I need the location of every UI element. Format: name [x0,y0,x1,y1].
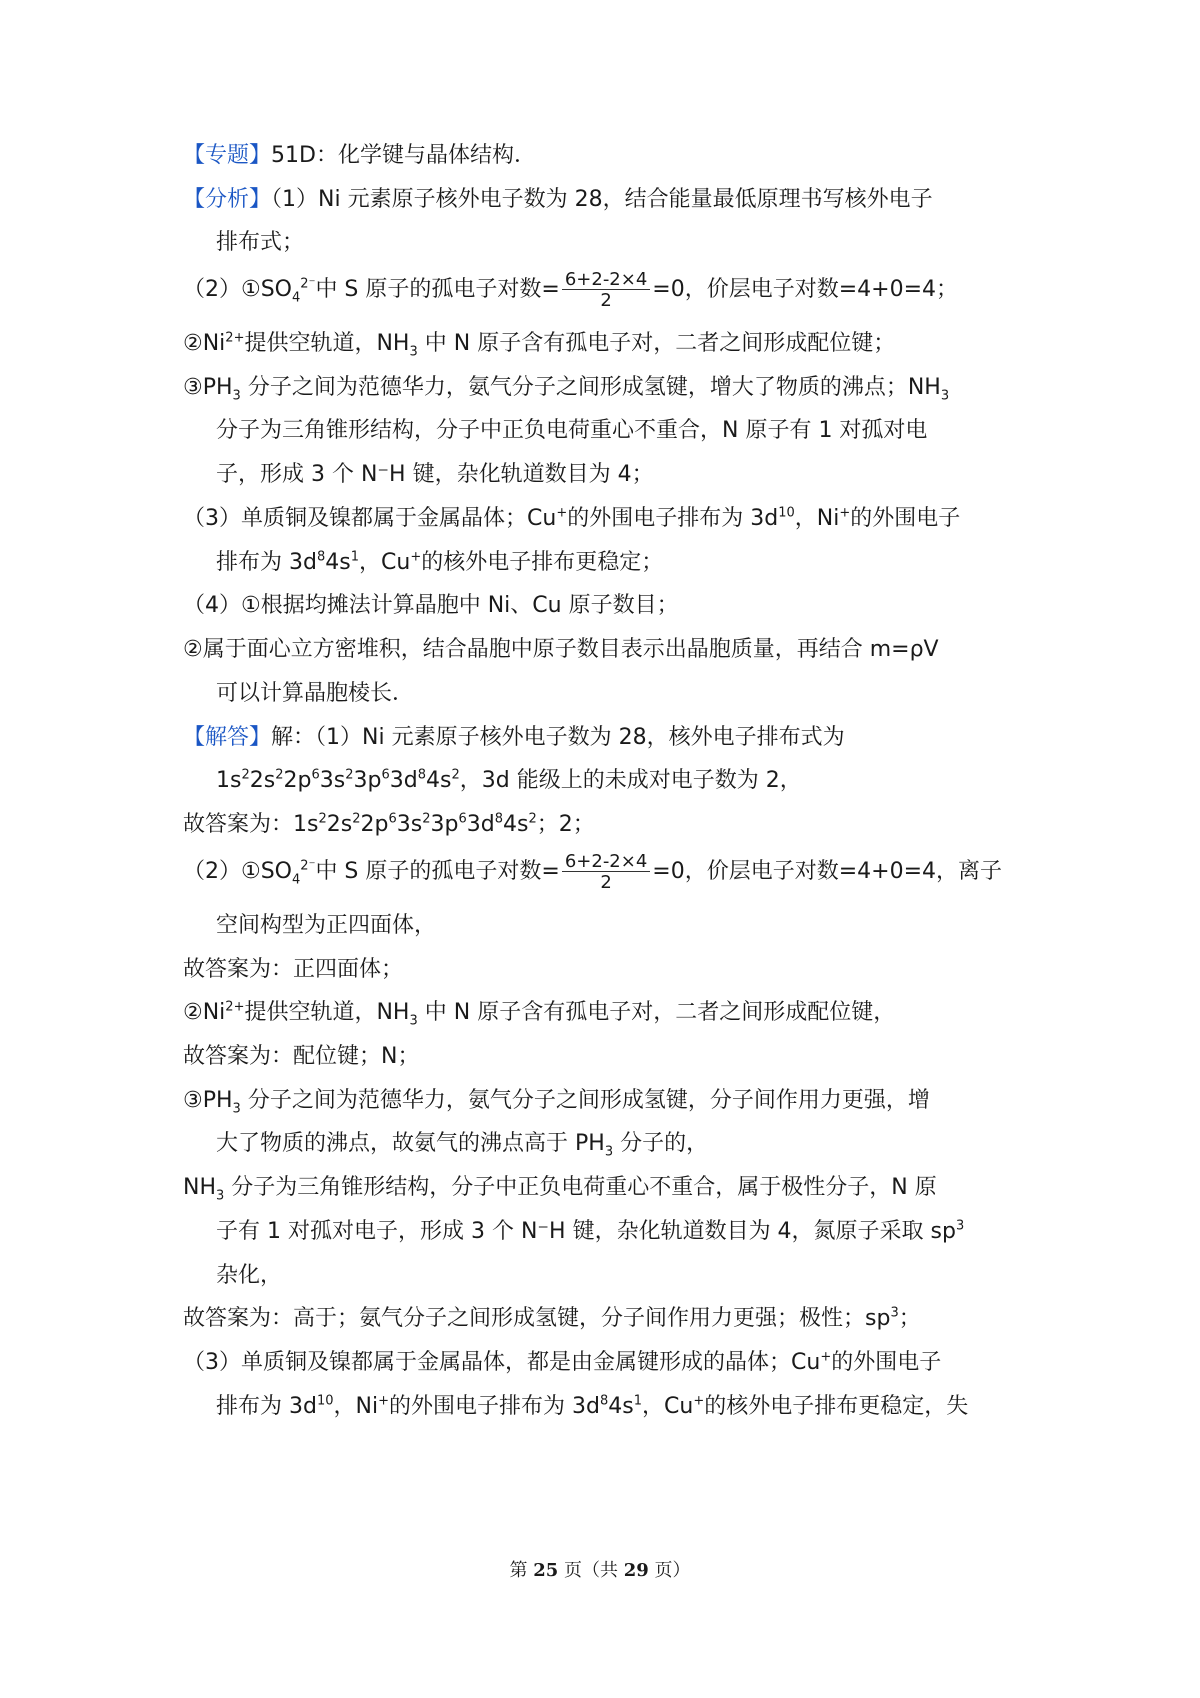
answer-text: （3）单质铜及镍都属于金属晶体，都是由金属键形成的晶体；Cu [183,1350,821,1375]
superscript: 2 [241,767,250,783]
footer-text: 页（共 [558,1560,624,1581]
fraction [562,268,650,311]
analysis-text: （3）单质铜及镍都属于金属晶体；Cu [183,506,557,531]
analysis-text: =0，价层电子对数=4+0=4； [652,277,959,302]
orbital: 3d [389,768,418,793]
answer-line-14 [183,1299,921,1339]
answer-text: 故答案为：配位键；N； [183,1044,420,1069]
answer-text: 分子为三角锥形结构，分子中正负电荷重心不重合，属于极性分子，N 原 [224,1175,937,1200]
answer-tag: 【解答】 [183,725,272,750]
fraction-numerator: 6+2-2×4 [562,853,650,872]
answer-line-16 [216,1387,968,1427]
answer-text: 的核外电子排布更稳定，失 [704,1394,969,1419]
answer-text: （2）①SO [183,859,293,884]
analysis-text: 的外围电子排布为 3d [567,506,779,531]
superscript: 2 [422,811,431,827]
answer-text: ，3d 能级上的未成对电子数为 2， [459,768,802,793]
answer-line-3 [183,805,595,845]
superscript: 2 [352,811,361,827]
superscript: + [378,1393,389,1409]
analysis-text: 排布为 3d [216,550,317,575]
answer-line-11 [183,1168,937,1208]
orbital: 3s [396,812,423,837]
subscript: 3 [409,344,418,360]
topic-tag: 【专题】 [183,143,272,168]
orbital: 2s [326,812,353,837]
subscript: 4 [292,872,301,888]
superscript: + [820,1349,832,1365]
answer-text: ； [898,1306,921,1331]
answer-text: 杂化， [216,1263,283,1288]
orbital: 1s [293,812,319,837]
footer-text: 第 [509,1560,534,1581]
subscript: 3 [604,1144,614,1160]
answer-text: 故答案为： [183,812,294,837]
superscript: 10 [778,505,795,521]
answer-text: 大了物质的沸点，故氨气的沸点高于 PH [216,1131,605,1156]
orbital: 2s [249,768,276,793]
answer-text: =0，价层电子对数=4+0=4，离子 [652,859,1003,884]
answer-line-12 [216,1212,964,1252]
analysis-text: ③PH [183,375,233,400]
subscript: 4 [292,290,301,306]
superscript: + [839,505,851,521]
analysis-text: 提供空轨道，NH [244,331,410,356]
answer-text: 提供空轨道，NH [244,1000,410,1025]
answer-text: 排布为 3d [216,1394,317,1419]
answer-line-1 [183,718,845,758]
orbital: 2p [283,768,312,793]
answer-line-6 [183,950,403,990]
superscript: 3 [955,1218,965,1234]
analysis-line-9 [216,543,663,583]
answer-line-15 [183,1343,941,1383]
fraction-numerator: 6+2-2×4 [562,271,650,290]
superscript: + [410,549,422,565]
subscript: 3 [232,1101,241,1117]
footer-text: 页） [648,1560,691,1581]
superscript: 2 [345,767,354,783]
answer-text: 中 S 原子的孤电子对数= [315,859,560,884]
answer-text: 故答案为：高于；氨气分子之间形成氢键，分子间作用力更强；极性；sp [183,1306,891,1331]
superscript: 2+ [225,330,245,346]
superscript: 8 [599,1393,609,1409]
answer-text: 4s [608,1394,634,1419]
analysis-line-5 [183,368,949,408]
subscript: 3 [216,1188,225,1204]
analysis-line-2 [216,223,304,263]
analysis-text: 4s [325,550,351,575]
fraction-denominator: 2 [600,871,612,893]
analysis-text: 的核外电子排布更稳定； [421,550,664,575]
analysis-line-11 [183,630,939,670]
orbital: 4s [503,812,529,837]
fraction-denominator: 2 [600,289,612,311]
analysis-text: ，Cu [359,550,411,575]
analysis-text: 可以计算晶胞棱长． [216,681,415,706]
answer-line-7 [183,993,895,1033]
analysis-line-7 [216,455,654,495]
superscript: 6 [388,811,397,827]
superscript: 2 [275,767,284,783]
superscript: 2⁻ [300,858,316,874]
analysis-text: 中 S 原子的孤电子对数= [315,277,560,302]
answer-text: 故答案为：正四面体； [183,957,404,982]
superscript: 2 [451,767,460,783]
fraction [562,850,650,893]
analysis-text: 中 N 原子含有孤电子对，二者之间形成配位键； [417,331,896,356]
superscript: 2 [318,811,327,827]
answer-text: 中 N 原子含有孤电子对，二者之间形成配位键， [417,1000,896,1025]
analysis-line-10 [183,586,679,626]
subscript: 3 [232,388,241,404]
analysis-line-3 [183,270,958,310]
superscript: 1 [633,1393,642,1409]
superscript: + [693,1393,705,1409]
orbital: 1s [216,768,242,793]
superscript: 1 [350,549,359,565]
answer-line-8 [183,1037,419,1077]
page-footer [0,1556,1200,1582]
superscript: 8 [417,767,426,783]
superscript: 6 [458,811,467,827]
current-page-number: 25 [533,1560,559,1581]
orbital: 4s [426,768,452,793]
answer-text: 子有 1 对孤对电子，形成 3 个 N⁻H 键，杂化轨道数目为 4，氮原子采取 sp [216,1219,956,1244]
superscript: 6 [381,767,390,783]
answer-line-9 [183,1081,930,1121]
answer-text: 分子之间为范德华力，氨气分子之间形成氢键，分子间作用力更强，增 [240,1088,930,1113]
superscript: 8 [494,811,504,827]
superscript: 2⁻ [300,276,316,292]
topic-text: 51D：化学键与晶体结构． [271,143,536,168]
answer-text: ，Cu [642,1394,694,1419]
orbital: 3s [319,768,346,793]
orbital: 3p [353,768,382,793]
analysis-text: ，Ni [794,506,840,531]
analysis-text: （4）①根据均摊法计算晶胞中 Ni、Cu 原子数目； [183,593,679,618]
analysis-tag: 【分析】 [183,187,272,212]
subscript: 3 [409,1013,418,1029]
answer-text: 分子的， [613,1131,709,1156]
superscript: 6 [311,767,320,783]
superscript: 8 [316,549,326,565]
analysis-text: 的外围电子 [850,506,961,531]
analysis-line-12 [216,674,414,714]
analysis-text: 分子为三角锥形结构，分子中正负电荷重心不重合，N 原子有 1 对孤对电 [216,418,928,443]
answer-text: ②Ni [183,1000,226,1025]
answer-text: 的外围电子排布为 3d [389,1394,600,1419]
answer-text: 的外围电子 [831,1350,942,1375]
answer-line-5 [216,906,436,946]
analysis-line-6 [216,411,927,451]
total-page-count: 29 [623,1560,649,1581]
answer-line-10 [216,1124,708,1164]
orbital: 2p [360,812,389,837]
answer-text: 解：（1）Ni 元素原子核外电子数为 28，核外电子排布式为 [271,725,845,750]
superscript: + [556,505,568,521]
superscript: 2+ [225,999,245,1015]
answer-text: ，Ni [333,1394,379,1419]
answer-text: NH [183,1175,216,1200]
analysis-text: ②属于面心立方密堆积，结合晶胞中原子数目表示出晶胞质量，再结合 m=ρV [183,637,939,662]
answer-line-13 [216,1256,282,1296]
superscript: 2 [528,811,537,827]
answer-text: 空间构型为正四面体， [216,913,437,938]
superscript: 10 [316,1393,334,1409]
subscript: 3 [940,388,950,404]
analysis-text: （1）Ni 元素原子核外电子数为 28，结合能量最低原理书写核外电子 [271,187,933,212]
analysis-line-1 [183,180,933,220]
analysis-text: 排布式； [216,230,305,255]
analysis-text: ②Ni [183,331,226,356]
answer-line-2 [216,761,802,801]
analysis-text: 分子之间为范德华力，氨气分子之间形成氢键，增大了物质的沸点；NH [240,375,941,400]
analysis-line-8 [183,499,960,539]
analysis-text: 子，形成 3 个 N⁻H 键，杂化轨道数目为 4； [216,462,654,487]
analysis-line-4 [183,324,895,364]
answer-line-4 [183,852,1002,892]
orbital: 3p [430,812,459,837]
topic-line [183,136,536,176]
superscript: 3 [890,1305,899,1321]
answer-text: ；2； [536,812,595,837]
orbital: 3d [466,812,495,837]
answer-text: ③PH [183,1088,233,1113]
analysis-text: （2）①SO [183,277,293,302]
